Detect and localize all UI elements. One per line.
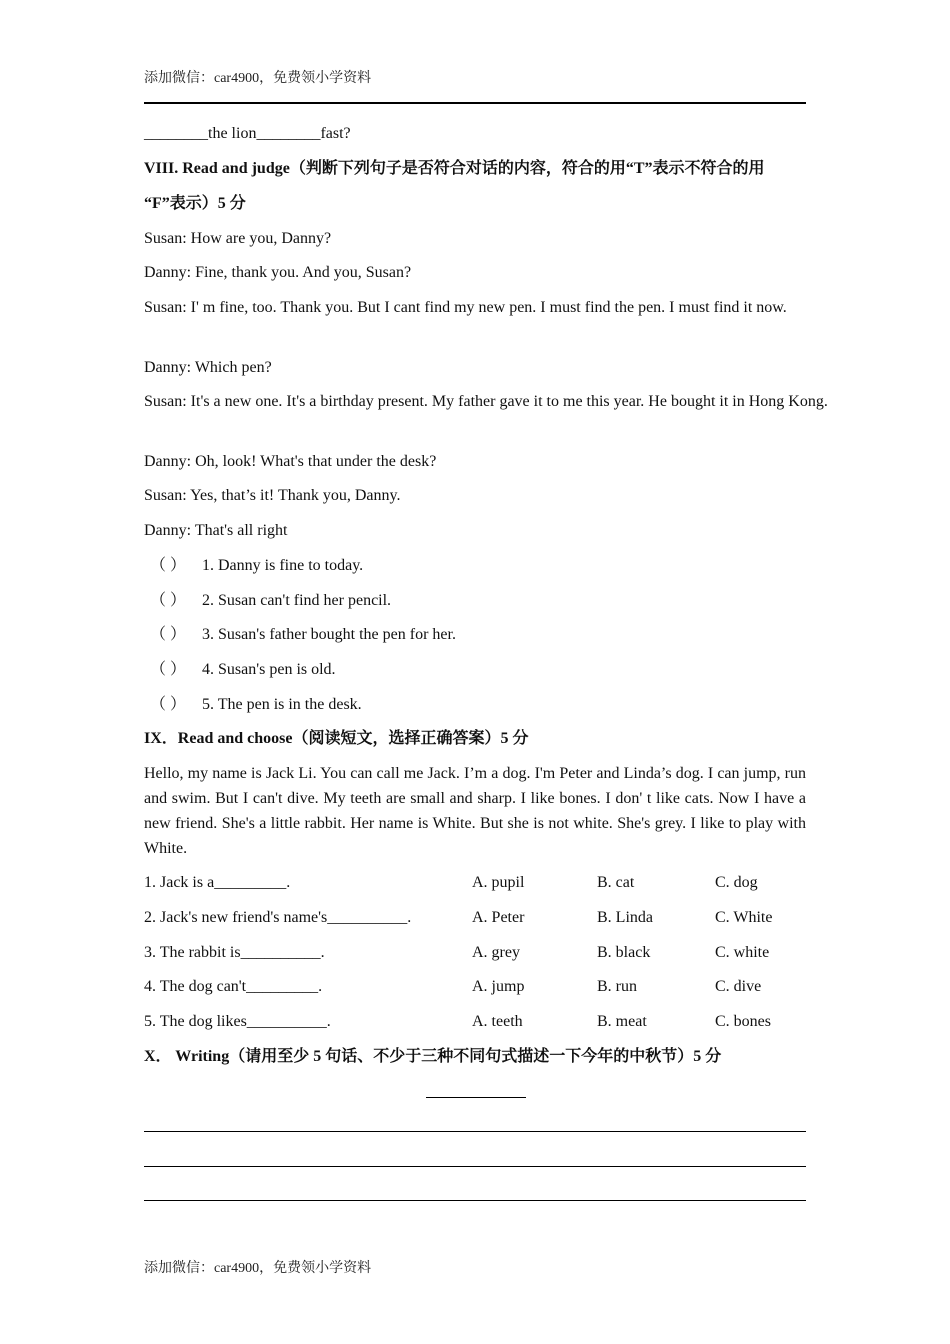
answer-blank[interactable]: （ ） bbox=[150, 592, 187, 609]
reading-passage: Hello, my name is Jack Li. You can call me Jack. I’m a dog. I'm Peter and Linda’s dog. I can jump, run and swim. But I can't dive. My teeth are small and sharp. I like bones. I don' t like cats. Now I have a new friend. She's a little rabbit. Her name is White. But she is not white. She's grey. I like to play with White. bbox=[144, 765, 806, 857]
answer-blank[interactable]: （ ） bbox=[150, 696, 187, 713]
dialogue-line: Danny: Oh, look! What's that under the desk? bbox=[144, 453, 437, 470]
option-b[interactable]: B. meat bbox=[597, 1013, 647, 1030]
judge-item bbox=[150, 692, 362, 717]
section8-title-line1: VIII. Read and judge（判断下列句子是否符合对话的内容，符合的用“T”表示不符合的用 bbox=[144, 160, 765, 177]
option-c[interactable]: C. bones bbox=[715, 1013, 771, 1030]
dialogue-line: Susan: How are you, Danny? bbox=[144, 230, 332, 247]
writing-line[interactable] bbox=[144, 1131, 806, 1132]
judge-statement: 5. The pen is in the desk. bbox=[202, 696, 362, 713]
choice-question bbox=[144, 940, 806, 965]
option-a[interactable]: A. grey bbox=[472, 944, 520, 961]
section10-title: X． Writing（请用至少 5 句话、不少于三种不同句式描述一下今年的中秋节）5 分 bbox=[144, 1048, 722, 1065]
judge-statement: 1. Danny is fine to today. bbox=[202, 557, 364, 574]
option-b[interactable]: B. cat bbox=[597, 874, 635, 891]
option-c[interactable]: C. White bbox=[715, 909, 773, 926]
judge-item bbox=[150, 553, 363, 578]
section8-title-line2: “F”表示）5 分 bbox=[144, 195, 246, 212]
option-b[interactable]: B. Linda bbox=[597, 909, 653, 926]
judge-statement: 2. Susan can't find her pencil. bbox=[202, 592, 392, 609]
header-divider bbox=[144, 102, 806, 104]
option-b[interactable]: B. black bbox=[597, 944, 651, 961]
option-c[interactable]: C. dive bbox=[715, 978, 762, 995]
section9-title: IX．Read and choose（阅读短文，选择正确答案）5 分 bbox=[144, 730, 529, 747]
judge-item bbox=[150, 622, 456, 647]
option-a[interactable]: A. jump bbox=[472, 978, 525, 995]
question-text: 4. The dog can't_________. bbox=[144, 978, 323, 995]
writing-title-blank[interactable] bbox=[426, 1097, 526, 1098]
question-text: 2. Jack's new friend's name's__________. bbox=[144, 909, 412, 926]
option-c[interactable]: C. white bbox=[715, 944, 770, 961]
option-a[interactable]: A. Peter bbox=[472, 909, 525, 926]
judge-statement: 3. Susan's father bought the pen for her. bbox=[202, 626, 456, 643]
dialogue-line: Susan: I' m fine, too. Thank you. But I cant find my new pen. I must find the pen. I must find it now. bbox=[144, 299, 787, 316]
answer-blank[interactable]: （ ） bbox=[150, 626, 187, 643]
option-c[interactable]: C. dog bbox=[715, 874, 758, 891]
option-b[interactable]: B. run bbox=[597, 978, 637, 995]
question-text: 1. Jack is a_________. bbox=[144, 874, 291, 891]
judge-item bbox=[150, 657, 336, 682]
footer-note: 添加微信：car4900，免费领小学资料 bbox=[144, 1261, 372, 1276]
judge-item bbox=[150, 588, 391, 613]
dialogue-line: Susan: Yes, that’s it! Thank you, Danny. bbox=[144, 487, 401, 504]
fragment-line: ________the lion________fast? bbox=[144, 125, 351, 142]
question-text: 3. The rabbit is__________. bbox=[144, 944, 325, 961]
option-a[interactable]: A. pupil bbox=[472, 874, 525, 891]
answer-blank[interactable]: （ ） bbox=[150, 661, 187, 678]
judge-statement: 4. Susan's pen is old. bbox=[202, 661, 336, 678]
choice-question bbox=[144, 870, 806, 895]
header-note: 添加微信：car4900，免费领小学资料 bbox=[144, 71, 372, 86]
writing-line[interactable] bbox=[144, 1200, 806, 1201]
choice-question bbox=[144, 905, 806, 930]
dialogue-line: Danny: Fine, thank you. And you, Susan? bbox=[144, 264, 412, 281]
writing-line[interactable] bbox=[144, 1166, 806, 1167]
question-text: 5. The dog likes__________. bbox=[144, 1013, 331, 1030]
dialogue-line: Danny: Which pen? bbox=[144, 359, 272, 376]
option-a[interactable]: A. teeth bbox=[472, 1013, 523, 1030]
choice-question bbox=[144, 1009, 806, 1034]
dialogue-line: Susan: It's a new one. It's a birthday present. My father gave it to me this year. He bought it in Hong Kong. bbox=[144, 393, 828, 410]
dialogue-line: Danny: That's all right bbox=[144, 522, 288, 539]
answer-blank[interactable]: （ ） bbox=[150, 557, 187, 574]
choice-question bbox=[144, 974, 806, 999]
